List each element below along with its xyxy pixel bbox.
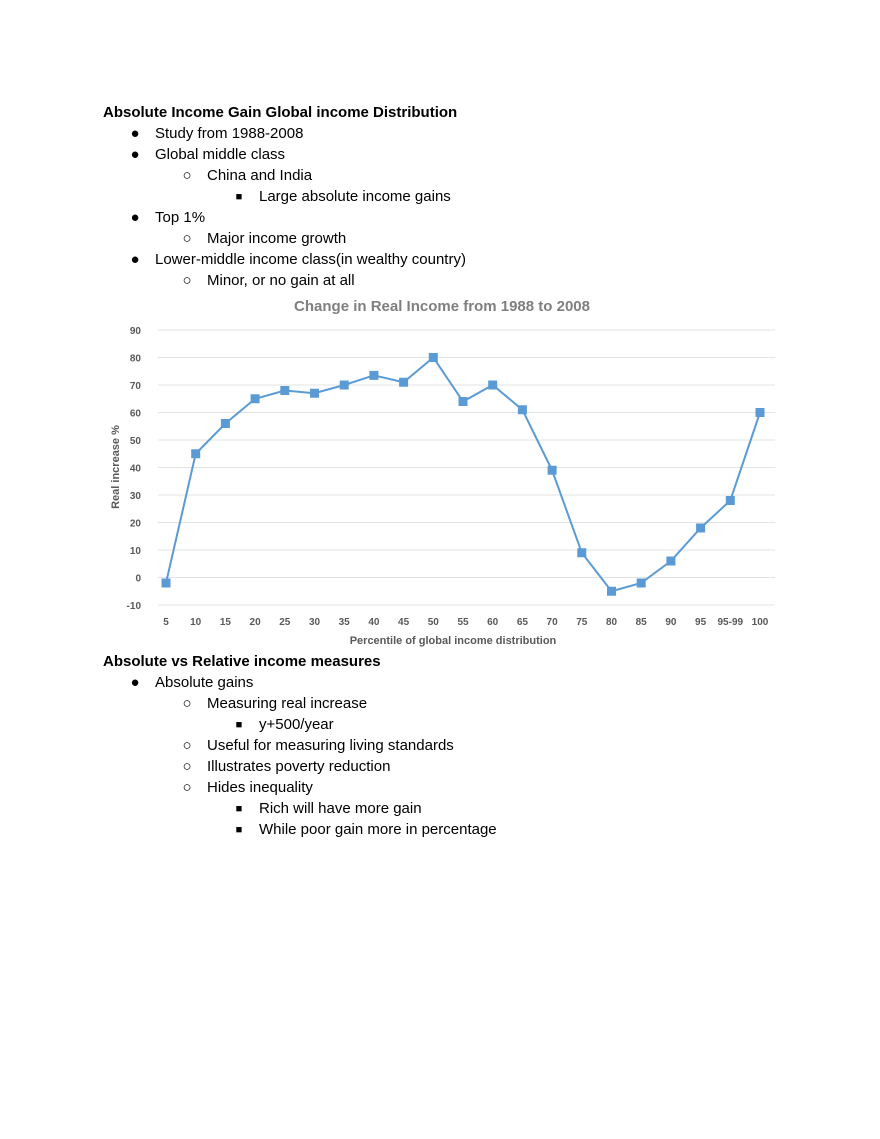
x-tick-label: 5 xyxy=(163,617,169,628)
bullet-icon: ■ xyxy=(235,191,243,203)
x-tick-label: 75 xyxy=(576,617,588,628)
bullet-icon: ■ xyxy=(235,824,243,836)
list-item-text: Global middle class xyxy=(155,146,286,163)
data-point xyxy=(666,557,675,566)
section2-heading: Absolute vs Relative income measures xyxy=(103,653,381,670)
y-axis-ticks xyxy=(127,326,142,612)
y-tick-label: 0 xyxy=(135,573,141,585)
chart-title: Change in Real Income from 1988 to 2008 xyxy=(294,298,590,315)
x-tick-label: 90 xyxy=(665,617,677,628)
x-tick-label: 100 xyxy=(751,617,769,628)
list-item-text: China and India xyxy=(207,167,313,184)
list-item-text: Large absolute income gains xyxy=(259,188,451,205)
y-tick-label: 90 xyxy=(129,326,141,337)
x-tick-label: 15 xyxy=(219,617,231,628)
bullet-icon: ○ xyxy=(182,230,192,247)
y-tick-label: -10 xyxy=(126,601,141,612)
data-point xyxy=(726,496,735,505)
data-point xyxy=(459,397,468,406)
x-tick-label: 85 xyxy=(635,617,647,628)
x-tick-label: 10 xyxy=(190,617,202,628)
list-item-text: Study from 1988-2008 xyxy=(155,125,304,142)
bullet-icon: ○ xyxy=(182,167,192,184)
list-item-text: Minor, or no gain at all xyxy=(207,272,355,289)
section1-heading: Absolute Income Gain Global income Distribution xyxy=(103,104,458,121)
data-point xyxy=(756,408,765,417)
series-line xyxy=(166,358,760,592)
chart-gridlines xyxy=(158,330,775,605)
bullet-icon: ○ xyxy=(182,695,192,712)
bullet-icon: ■ xyxy=(235,803,243,815)
bullet-icon: ○ xyxy=(182,779,192,796)
bullet-icon: ○ xyxy=(182,737,192,754)
list-item-text: Illustrates poverty reduction xyxy=(207,758,391,775)
list-item-text: Measuring real increase xyxy=(207,695,368,712)
bullet-icon: ● xyxy=(130,209,140,226)
data-point xyxy=(577,548,586,557)
y-tick-label: 70 xyxy=(129,381,141,392)
y-axis-label: Real increase % xyxy=(110,425,122,509)
y-tick-label: 30 xyxy=(129,491,141,502)
bullet-icon: ● xyxy=(130,125,140,142)
y-tick-label: 10 xyxy=(129,546,141,557)
y-tick-label: 20 xyxy=(129,518,141,530)
x-axis-label: Percentile of global income distribution xyxy=(349,635,557,647)
list-item-text: Top 1% xyxy=(155,209,206,226)
data-point xyxy=(548,466,557,475)
income-change-chart xyxy=(100,292,790,652)
x-tick-label: 55 xyxy=(457,617,469,628)
x-tick-label: 30 xyxy=(308,617,321,628)
data-point xyxy=(369,371,378,380)
x-tick-label: 65 xyxy=(516,617,528,628)
data-point xyxy=(696,524,705,533)
list-item-text: Hides inequality xyxy=(207,779,313,796)
y-tick-label: 50 xyxy=(129,436,141,447)
x-tick-label: 50 xyxy=(427,617,439,628)
data-point xyxy=(518,405,527,414)
x-tick-label: 20 xyxy=(249,617,261,628)
x-axis-ticks xyxy=(163,617,769,628)
x-tick-label: 95-99 xyxy=(717,617,744,628)
data-point xyxy=(221,419,230,428)
data-point xyxy=(191,449,200,458)
y-tick-label: 80 xyxy=(129,353,141,365)
list-item-text: Rich will have more gain xyxy=(259,800,422,817)
bullet-icon: ● xyxy=(130,251,140,268)
x-tick-label: 80 xyxy=(605,617,618,628)
bullet-icon: ■ xyxy=(235,719,243,731)
bullet-icon: ○ xyxy=(182,272,192,289)
data-point xyxy=(310,389,319,398)
x-tick-label: 95 xyxy=(695,617,707,628)
list-item-text: While poor gain more in percentage xyxy=(259,821,497,838)
data-point xyxy=(399,378,408,387)
list-item-text: Major income growth xyxy=(207,230,347,247)
list-item-text: y+500/year xyxy=(259,716,334,733)
data-point xyxy=(251,394,260,403)
list-item-text: Absolute gains xyxy=(155,674,254,691)
data-point xyxy=(162,579,171,588)
x-tick-label: 45 xyxy=(398,617,410,628)
bullet-icon: ● xyxy=(130,674,140,691)
data-point xyxy=(607,587,616,596)
x-tick-label: 25 xyxy=(279,617,291,628)
list-item-text: Useful for measuring living standards xyxy=(207,737,454,754)
x-tick-label: 70 xyxy=(546,617,558,628)
x-tick-label: 40 xyxy=(368,617,380,628)
chart-series xyxy=(162,353,765,596)
x-tick-label: 60 xyxy=(487,617,499,628)
data-point xyxy=(280,386,289,395)
x-tick-label: 35 xyxy=(338,617,350,628)
data-point xyxy=(637,579,646,588)
data-point xyxy=(429,353,438,362)
list-item-text: Lower-middle income class(in wealthy country) xyxy=(155,251,466,268)
y-tick-label: 40 xyxy=(129,463,141,475)
data-point xyxy=(488,381,497,390)
y-tick-label: 60 xyxy=(129,408,141,420)
bullet-icon: ● xyxy=(130,146,140,163)
bullet-icon: ○ xyxy=(182,758,192,775)
data-point xyxy=(340,381,349,390)
